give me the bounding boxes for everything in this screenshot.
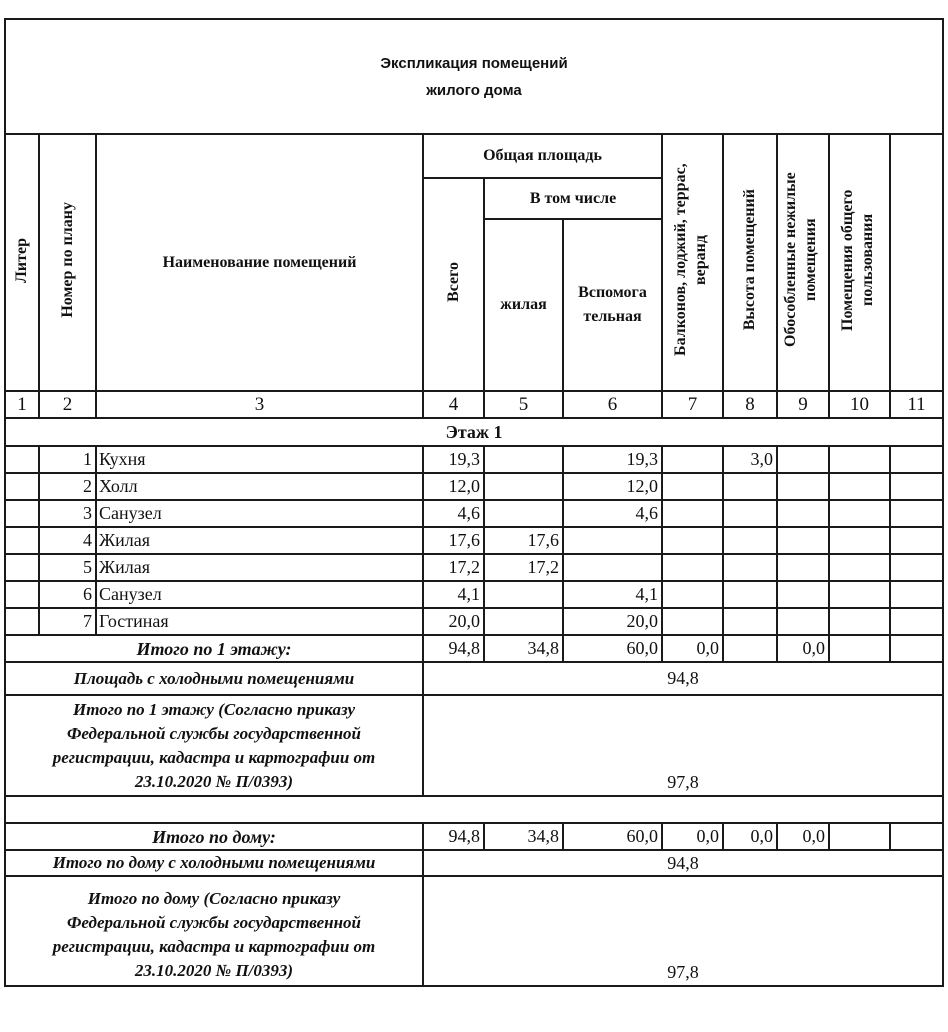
cell-living: 17,6 xyxy=(484,527,563,554)
cell-total: 17,6 xyxy=(423,527,484,554)
cell-name: Жилая xyxy=(96,554,423,581)
cell-liter xyxy=(5,527,39,554)
subtotal-label: Итого по 1 этажу: xyxy=(5,635,423,662)
table-row xyxy=(5,500,943,527)
cold-area-row xyxy=(5,662,943,695)
cell-num: 3 xyxy=(39,500,96,527)
cell-c11 xyxy=(890,581,943,608)
col-index: 8 xyxy=(723,391,777,418)
cell-height xyxy=(723,527,777,554)
label-line: регистрации, кадастра и картографии от xyxy=(52,747,376,767)
house-total-row xyxy=(5,823,943,850)
cell-num: 6 xyxy=(39,581,96,608)
cell-common xyxy=(829,823,890,850)
header-plan-number: Номер по плану xyxy=(39,134,96,391)
cell-living: 34,8 xyxy=(484,823,563,850)
cell-sep xyxy=(777,500,829,527)
table-row xyxy=(5,554,943,581)
cell-c11 xyxy=(890,608,943,635)
house-cold-total-value: 94,8 xyxy=(423,850,943,876)
cell-liter xyxy=(5,446,39,473)
cell-liter xyxy=(5,473,39,500)
floor-order-total-row xyxy=(5,695,943,796)
cell-liter xyxy=(5,608,39,635)
header-total-area: Общая площадь xyxy=(423,134,662,178)
col-index: 3 xyxy=(96,391,423,418)
label-line: Итого по 1 этажу (Согласно приказу xyxy=(72,699,356,719)
cell-height xyxy=(723,635,777,662)
cell-num: 2 xyxy=(39,473,96,500)
house-order-total-value: 97,8 xyxy=(423,876,943,986)
cell-height xyxy=(723,554,777,581)
cell-c11 xyxy=(890,635,943,662)
cell-name: Гостиная xyxy=(96,608,423,635)
cell-aux: 19,3 xyxy=(563,446,662,473)
cell-sep: 0,0 xyxy=(777,635,829,662)
cold-area-value: 94,8 xyxy=(423,662,943,695)
cell-num: 7 xyxy=(39,608,96,635)
label-line: Федеральной службы государственной xyxy=(66,913,361,932)
header-total: Всего xyxy=(423,178,484,391)
header-common-use: Помещения общего пользования xyxy=(829,134,890,391)
cell-liter xyxy=(5,581,39,608)
cell-living xyxy=(484,446,563,473)
cell-aux: 60,0 xyxy=(563,823,662,850)
cell-name: Санузел xyxy=(96,500,423,527)
cell-total: 20,0 xyxy=(423,608,484,635)
cell-common xyxy=(829,635,890,662)
cell-name: Кухня xyxy=(96,446,423,473)
cell-balc xyxy=(662,446,723,473)
cell-height xyxy=(723,473,777,500)
table-row xyxy=(5,527,943,554)
cell-c11 xyxy=(890,473,943,500)
cell-height xyxy=(723,608,777,635)
cell-common xyxy=(829,500,890,527)
header-living: жилая xyxy=(484,219,563,391)
cell-aux: 20,0 xyxy=(563,608,662,635)
cell-common xyxy=(829,473,890,500)
house-order-total-label xyxy=(5,876,423,986)
cell-common xyxy=(829,554,890,581)
cell-name: Санузел xyxy=(96,581,423,608)
table-row xyxy=(5,473,943,500)
cell-total: 19,3 xyxy=(423,446,484,473)
cell-sep xyxy=(777,608,829,635)
header-auxiliary: Вспомога тельная xyxy=(563,219,662,391)
floor-subtotal-row xyxy=(5,635,943,662)
cell-total: 94,8 xyxy=(423,635,484,662)
floor-order-total-value: 97,8 xyxy=(423,695,943,796)
header-including: В том числе xyxy=(484,178,662,219)
explication-table xyxy=(4,18,944,987)
col-index: 10 xyxy=(829,391,890,418)
floor-label: Этаж 1 xyxy=(5,418,943,446)
table-row xyxy=(5,608,943,635)
col-index: 6 xyxy=(563,391,662,418)
cell-c11 xyxy=(890,446,943,473)
cell-balc xyxy=(662,554,723,581)
table-row xyxy=(5,446,943,473)
cell-balc xyxy=(662,500,723,527)
cell-c11 xyxy=(890,500,943,527)
cell-height xyxy=(723,500,777,527)
cell-aux xyxy=(563,527,662,554)
cell-total: 12,0 xyxy=(423,473,484,500)
column-index-row xyxy=(5,391,943,418)
cell-living xyxy=(484,581,563,608)
cell-aux: 4,1 xyxy=(563,581,662,608)
cell-living xyxy=(484,608,563,635)
col-index: 11 xyxy=(890,391,943,418)
cell-balc xyxy=(662,581,723,608)
cell-living: 34,8 xyxy=(484,635,563,662)
cell-height: 0,0 xyxy=(723,823,777,850)
house-total-label: Итого по дому: xyxy=(5,823,423,850)
cell-num: 4 xyxy=(39,527,96,554)
cell-c11 xyxy=(890,554,943,581)
cell-living xyxy=(484,500,563,527)
spacer-row xyxy=(5,796,943,823)
cell-balc: 0,0 xyxy=(662,635,723,662)
cell-sep xyxy=(777,473,829,500)
cell-aux: 60,0 xyxy=(563,635,662,662)
cell-common xyxy=(829,446,890,473)
label-line: регистрации, кадастра и картографии от xyxy=(52,937,376,956)
cell-name: Холл xyxy=(96,473,423,500)
header-balconies: Балконов, лоджий, террас, веранд xyxy=(662,134,723,391)
label-line: Итого по дому (Согласно приказу xyxy=(87,889,341,908)
table-row xyxy=(5,581,943,608)
explication-document xyxy=(4,18,942,987)
cell-sep xyxy=(777,446,829,473)
label-line: 23.10.2020 № П/0393) xyxy=(134,961,294,980)
cell-sep: 0,0 xyxy=(777,823,829,850)
cell-num: 1 xyxy=(39,446,96,473)
header-height: Высота помещений xyxy=(723,134,777,391)
col-index: 9 xyxy=(777,391,829,418)
cell-total: 17,2 xyxy=(423,554,484,581)
cell-balc xyxy=(662,473,723,500)
cell-num: 5 xyxy=(39,554,96,581)
header-separate-nonliving: Обособленные нежилые помещения xyxy=(777,134,829,391)
cell-common xyxy=(829,608,890,635)
header-col11 xyxy=(890,134,943,391)
header-liter: Литер xyxy=(5,134,39,391)
label-line: Федеральной службы государственной xyxy=(66,723,361,743)
title-line-2: жилого дома xyxy=(426,81,522,99)
empty-cell xyxy=(5,796,943,823)
cell-liter xyxy=(5,554,39,581)
cell-total: 4,1 xyxy=(423,581,484,608)
cell-total: 4,6 xyxy=(423,500,484,527)
header-room-name: Наименование помещений xyxy=(96,134,423,391)
cell-sep xyxy=(777,554,829,581)
cell-living: 17,2 xyxy=(484,554,563,581)
col-index: 1 xyxy=(5,391,39,418)
cell-balc: 0,0 xyxy=(662,823,723,850)
cell-balc xyxy=(662,608,723,635)
cell-aux: 12,0 xyxy=(563,473,662,500)
house-cold-total-label: Итого по дому с холодными помещениями xyxy=(5,850,423,876)
col-index: 4 xyxy=(423,391,484,418)
cell-common xyxy=(829,527,890,554)
house-order-total-row xyxy=(5,876,943,986)
cell-sep xyxy=(777,527,829,554)
cell-balc xyxy=(662,527,723,554)
document-title xyxy=(5,19,943,134)
house-cold-total-row xyxy=(5,850,943,876)
title-line-1: Экспликация помещений xyxy=(380,54,568,72)
floor-order-total-label xyxy=(5,695,423,796)
cell-sep xyxy=(777,581,829,608)
cell-name: Жилая xyxy=(96,527,423,554)
col-index: 5 xyxy=(484,391,563,418)
cell-total: 94,8 xyxy=(423,823,484,850)
col-index: 2 xyxy=(39,391,96,418)
cell-height xyxy=(723,581,777,608)
cold-area-label: Площадь с холодными помещениями xyxy=(5,662,423,695)
cell-living xyxy=(484,473,563,500)
cell-common xyxy=(829,581,890,608)
cell-aux: 4,6 xyxy=(563,500,662,527)
cell-c11 xyxy=(890,527,943,554)
cell-height: 3,0 xyxy=(723,446,777,473)
cell-c11 xyxy=(890,823,943,850)
cell-liter xyxy=(5,500,39,527)
cell-aux xyxy=(563,554,662,581)
col-index: 7 xyxy=(662,391,723,418)
label-line: 23.10.2020 № П/0393) xyxy=(134,771,294,791)
